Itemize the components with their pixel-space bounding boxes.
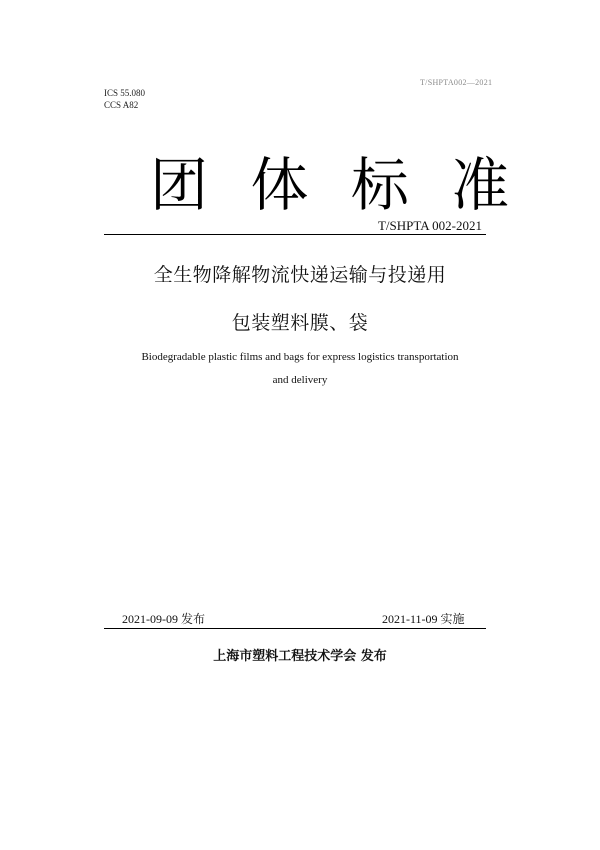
publication-date: 2021-09-09 发布 bbox=[122, 612, 205, 626]
title-english-line-2: and delivery bbox=[272, 374, 328, 386]
publisher-line: 上海市塑料工程技术学会 发布 bbox=[213, 649, 387, 664]
title-chinese-line-2: 包装塑料膜、袋 bbox=[231, 312, 369, 334]
bottom-divider bbox=[104, 628, 486, 629]
top-divider bbox=[104, 234, 486, 235]
title-english-line-1: Biodegradable plastic films and bags for express logistics transportation bbox=[141, 351, 459, 363]
ccs-code: CCS A82 bbox=[104, 100, 139, 110]
implementation-date: 2021-11-09 实施 bbox=[382, 612, 465, 626]
title-chinese-line-1: 全生物降解物流快递运输与投递用 bbox=[153, 264, 447, 286]
standard-number: T/SHPTA 002-2021 bbox=[377, 218, 482, 233]
ics-code: ICS 55.080 bbox=[104, 88, 146, 98]
header-standard-code: T/SHPTA002—2021 bbox=[420, 78, 493, 87]
document-type-heading: 团 体 标 准 bbox=[150, 151, 522, 219]
